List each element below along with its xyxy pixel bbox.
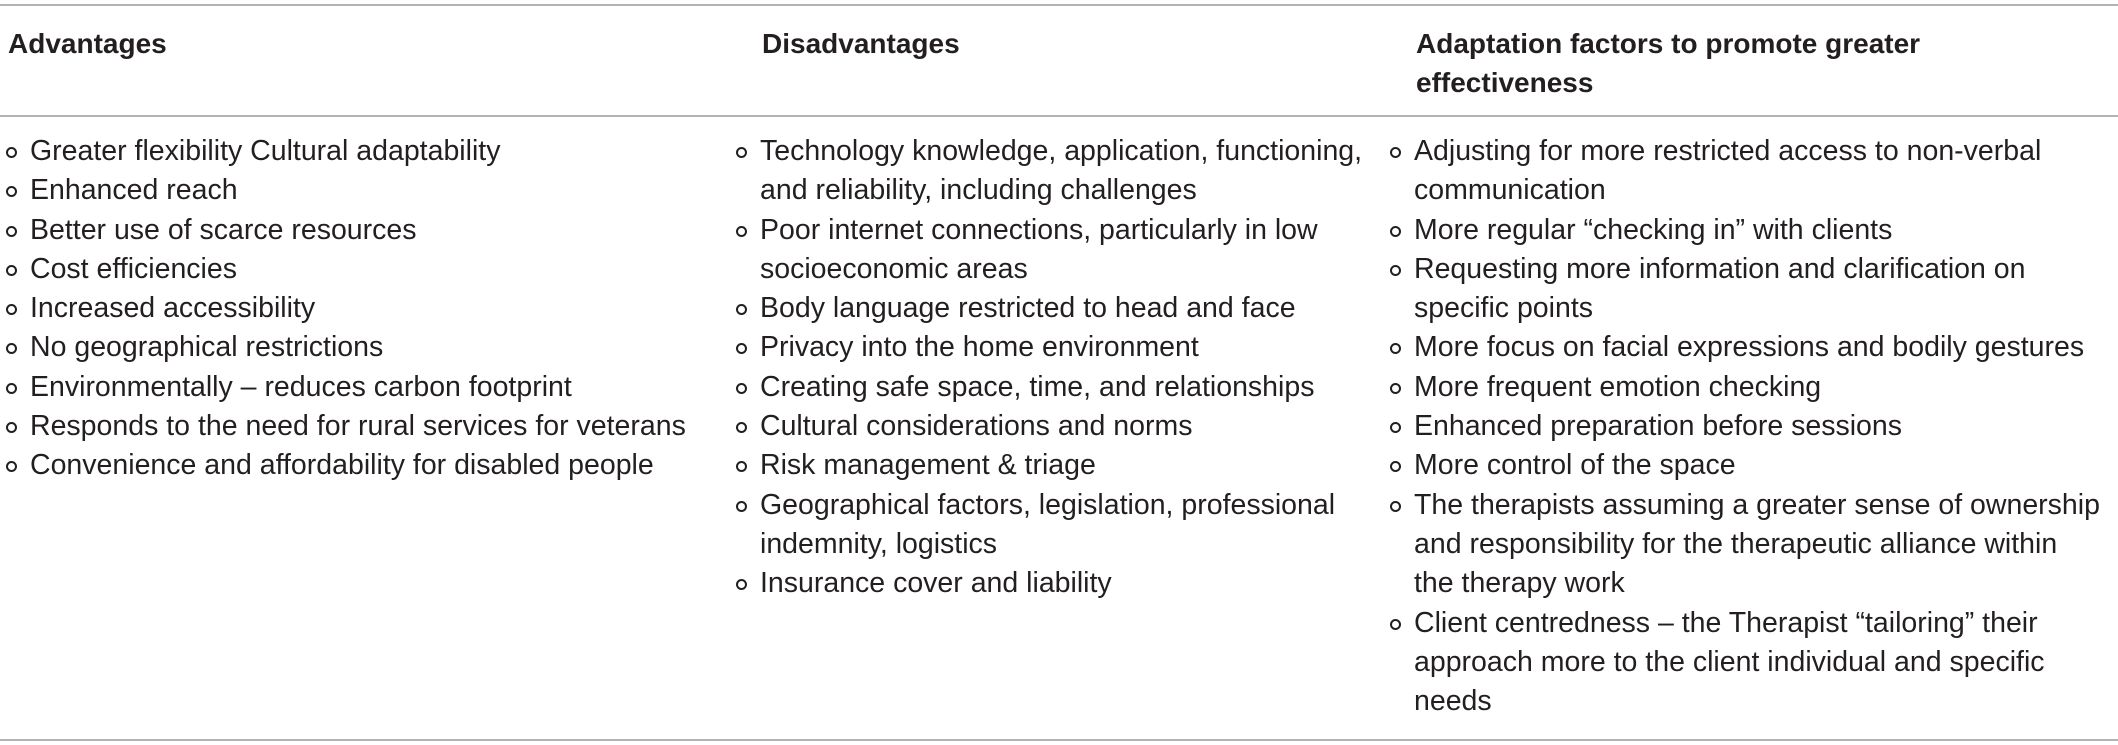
list-item: Convenience and affordability for disabled people xyxy=(6,446,726,485)
list-item: Client centredness – the Therapist “tailoring” their approach more to the client individual and specific needs xyxy=(1390,604,2100,722)
list-item: Geographical factors, legislation, professional indemnity, logistics xyxy=(736,486,1376,565)
list-item: Environmentally – reduces carbon footprint xyxy=(6,368,726,407)
list-item: Insurance cover and liability xyxy=(736,564,1376,603)
disadvantages-list xyxy=(736,132,1376,604)
adaptation-factors-list xyxy=(1390,132,2100,721)
list-item: Risk management & triage xyxy=(736,446,1376,485)
list-item: Adjusting for more restricted access to non-verbal communication xyxy=(1390,132,2100,211)
list-item: Poor internet connections, particularly in low socioeconomic areas xyxy=(736,211,1376,290)
list-item: Cost efficiencies xyxy=(6,250,726,289)
list-item: More regular “checking in” with clients xyxy=(1390,211,2100,250)
list-item: Creating safe space, time, and relationships xyxy=(736,368,1376,407)
list-item: Enhanced preparation before sessions xyxy=(1390,407,2100,446)
list-item: Requesting more information and clarification on specific points xyxy=(1390,250,2100,329)
table-top-rule xyxy=(0,4,2118,6)
header-disadvantages: Disadvantages xyxy=(762,28,960,59)
header-advantages: Advantages xyxy=(8,28,167,59)
list-item: Cultural considerations and norms xyxy=(736,407,1376,446)
list-item: Technology knowledge, application, functioning, and reliability, including challenges xyxy=(736,132,1376,211)
list-item: More focus on facial expressions and bodily gestures xyxy=(1390,328,2100,367)
list-item: More frequent emotion checking xyxy=(1390,368,2100,407)
list-item: Enhanced reach xyxy=(6,171,726,210)
list-item: Body language restricted to head and face xyxy=(736,289,1376,328)
advantages-list xyxy=(6,132,726,486)
list-item: No geographical restrictions xyxy=(6,328,726,367)
list-item: Greater flexibility Cultural adaptability xyxy=(6,132,726,171)
list-item: Increased accessibility xyxy=(6,289,726,328)
list-item: More control of the space xyxy=(1390,446,2100,485)
list-item: Responds to the need for rural services for veterans xyxy=(6,407,726,446)
header-adaptation-factors: Adaptation factors to promote greater effectiveness xyxy=(1416,28,1921,98)
list-item: The therapists assuming a greater sense of ownership and responsibility for the therapeutic alliance within the therapy work xyxy=(1390,486,2100,604)
list-item: Better use of scarce resources xyxy=(6,211,726,250)
list-item: Privacy into the home environment xyxy=(736,328,1376,367)
table-bottom-rule xyxy=(0,739,2118,741)
table-header-rule xyxy=(0,115,2118,117)
